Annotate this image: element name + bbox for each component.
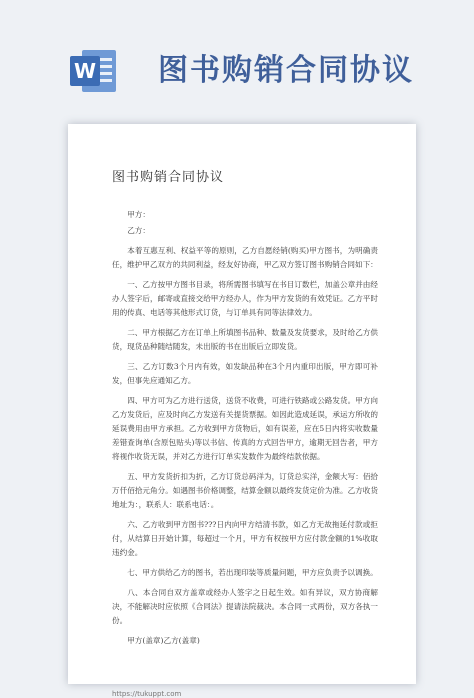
signature-line: 甲方(盖章)乙方(盖章): [127, 636, 200, 645]
word-document-icon: [68, 44, 120, 96]
clause-3: 三、乙方订数3个月内有效，如发缺品种在3个月内重印出版，甲方即可补发，但事先应通知乙方。: [112, 362, 378, 385]
banner-title: 图书购销合同协议: [158, 53, 414, 88]
word-icon-letter: W: [73, 59, 97, 83]
clause-1: 一、乙方按甲方图书目录，将所需图书填写在书目订数栏，加盖公章并由经办人签字后，邮寄或直接交给甲方经办人，作为甲方发货的有效凭证。乙方平时用的传真、电话等其他形式订货，与订单具有同等法律效力。: [112, 280, 378, 317]
preamble-paragraph: 本着互惠互利、权益平等的原则，乙方自愿经销(购买)甲方图书，为明确责任，维护甲乙双方的共同利益，经友好协商，甲乙双方签订图书购销合同如下：: [112, 246, 378, 269]
party-a-line: 甲方：: [127, 210, 150, 219]
clause-8: 八、本合同自双方盖章或经办人签字之日起生效。如有异议，双方协商解决，不能解决时应依照《合同法》提请法院裁决。本合同一式两份，双方各执一份。: [112, 588, 378, 625]
clause-6: 六、乙方收到甲方图书???日内向甲方结清书款，如乙方无故拖延付款或拒付，从结算日开始计算，每超过一个月，甲方有权按甲方应付款金额的1%收取违约金。: [112, 520, 378, 557]
document-body: [112, 208, 378, 654]
document-title: 图书购销合同协议: [112, 170, 225, 185]
clause-4: 四、甲方可为乙方进行送货，送货不收费，可进行铁路或公路发货。甲方向乙方发货后，应及时向乙方发送有关提货票据。如因此造成延误，承运方所收的延误费用由甲方承担。乙方收到甲方货物后，如有误差，应在5日内将实收数量差错查询单(含原包贴头)等以书信、传真的方式回告甲方，逾期无回告者，甲方将视作收货无误，并对乙方进行订单实发数作为最终结款依据。: [112, 396, 378, 461]
clause-5: 五、甲方发货折扣为折，乙方订货总码洋为，订货总实洋，金额大写：佰拾万仟佰拾元角分。如遇图书价格调整，结算金额以最终发货定价为准。乙方收货地址为：，联系人：联系电话：。: [112, 472, 378, 509]
clause-2: 二、甲方根据乙方在订单上所填图书品种、数量及发货要求，及时给乙方供货，现货品种随结随发，未出版的书在出版后立即发货。: [112, 328, 378, 351]
clause-7: 七、甲方供给乙方的图书，若出现印装等质量问题，甲方应负责予以调换。: [127, 568, 378, 577]
footer-site: https://tukuppt.com: [112, 690, 182, 698]
document-page: [68, 124, 416, 698]
party-b-line: 乙方：: [127, 226, 150, 235]
banner: [0, 0, 474, 120]
